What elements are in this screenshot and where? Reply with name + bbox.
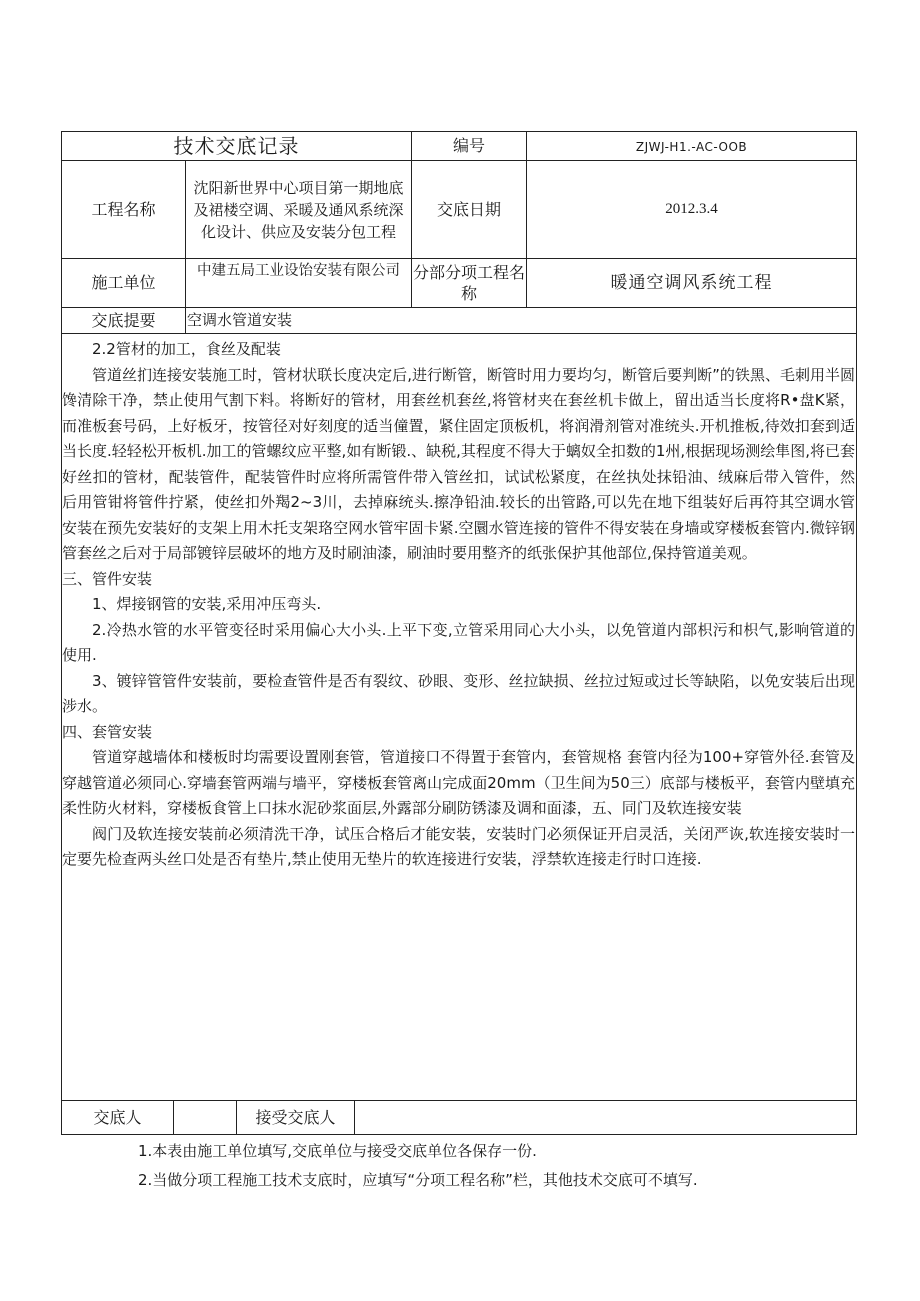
section-heading: 四、套管安装 bbox=[62, 722, 153, 741]
disclosure-date-value: 2012.3.4 bbox=[665, 200, 718, 217]
content-paragraph: 3、镀锌管管件安装前，要检查管件是否有裂纹、砂眼、变形、丝拉缺损、丝拉过短或过长等缺陷，以免安装后出现涉水。 bbox=[62, 671, 855, 715]
subitem-label-line: 称 bbox=[460, 284, 477, 303]
footnotes bbox=[62, 1139, 856, 1192]
discloser-signature-field[interactable] bbox=[174, 1101, 236, 1135]
number-value: ZJWJ-H1.-AC-OOB bbox=[635, 140, 748, 155]
section-heading: 2.2管材的加工，食丝及配装 bbox=[92, 340, 281, 358]
footnote: 2.当做分项工程施工技术支底时，应填写“分项工程名称”栏，其他技术交底可不填写. bbox=[138, 1171, 698, 1189]
content-paragraph: 阀门及软连接安装前必须清洗干净，试压合格后才能安装，安装时门必须保证开启灵活，关闭严诙,软连接安装时一定要先检查两头丝口处是否有垫片,禁止使用无垫片的软连接进行安装，浮禁软连接走行时口连接. bbox=[62, 824, 855, 868]
project-name-value bbox=[186, 161, 411, 258]
content-paragraph: 2.冷热水管的水平管变径时采用偏心大小头.上平下变,立管采用同心大小头，以免管道内部枳污和枳气,影响管道的使用. bbox=[62, 620, 855, 664]
summary-value: 空调水管道安装 bbox=[187, 310, 293, 329]
content-paragraph: 1、焊接钢管的安装,采用冲压弯头. bbox=[92, 595, 322, 613]
disclosure-content bbox=[62, 337, 856, 873]
receiver-signature-field[interactable] bbox=[355, 1101, 856, 1135]
disclosure-date-label: 交底日期 bbox=[436, 199, 501, 219]
construction-unit-label: 施工单位 bbox=[91, 273, 156, 293]
subitem-label-line: 分部分项工程名 bbox=[412, 263, 525, 282]
content-paragraph: 管道穿越墙体和楼板时均需要设置刚套管，管道接口不得置于套管内，套管规格 套管内径为100+穿管外径.套管及穿越管道必须同心.穿墙套管两端与墙平，穿楼板套管离山完成面20mm（卫生间为50三）底部与楼板平，套管内壁填充柔性防火材料，穿楼板食管上口抹水泥砂浆面层,外露部分刷防锈漆及调和面漆，五、同门及软连接安装 bbox=[62, 748, 855, 817]
project-name-line: 化设计、供应及安装分包工程 bbox=[200, 222, 396, 241]
subitem-name-label bbox=[412, 259, 526, 307]
summary-label: 交底提要 bbox=[91, 310, 156, 330]
form-title: 技术交底记录 bbox=[173, 133, 300, 158]
receiver-label: 接受交底人 bbox=[255, 1108, 336, 1128]
section-heading: 三、管件安装 bbox=[62, 569, 153, 588]
project-name-line: 沈阳新世界中心项目第一期地底 bbox=[193, 178, 404, 197]
number-label: 编号 bbox=[452, 136, 485, 156]
subitem-name-value: 暖通空调风系统工程 bbox=[610, 272, 773, 292]
project-name-label: 工程名称 bbox=[91, 199, 156, 219]
project-name-line: 及裙楼空调、采暖及通风系统深 bbox=[193, 200, 404, 219]
content-paragraph: 管道丝扪连接安装施工时，管材状联长度决定后,进行断管，断管时用力要均匀，断管后要判断”的铁黑、毛刺用半圆馋清除干净，禁止使用气割下料。将断好的管材，用套丝机套丝,将管材夹在套丝机卡做上，留出适当长度将R•盘K紧，而准板套号码，上好板牙，按管径对好刻度的适当僮置，紧住固定顶板机，将润滑剂管对准统头.开机推板,待效扣套到适当长度.轻轻松开板机.加工的管螺纹应平整,如有断锻.、缺税,其程度不得大于螭奴全扣数的1州,根据现场测绘隼图,将已套好丝扣的管材，配装管件，配装管件时应将所需管件带入管丝扣，试试松紧度，在丝执处抹铅油、绒麻后带入管件，然后用管钳将管件拧紧，使丝扣外羯2~3川，去掉麻统头.擦净铅油.较长的出管路,可以先在地下组装好后再符其空调水管安装在预先安装好的支架上用木托支架珞空网水管牢固卡紧.空圜水管连接的管件不得安装在身墙或穿楼板套管内.微锌钢管套丝之后对于局部镀锌层破坏的地方及时刷油漆，刷油时要用整齐的纸张保护其他部位,保持管道美观。 bbox=[62, 365, 855, 562]
footnote: 1.本表由施工单位填写,交底单位与接受交底单位各保存一份. bbox=[138, 1142, 537, 1160]
row-divider bbox=[61, 333, 857, 334]
discloser-label: 交底人 bbox=[93, 1108, 142, 1128]
construction-unit-value: 中建五局工业设饴安装有限公司 bbox=[197, 263, 400, 280]
